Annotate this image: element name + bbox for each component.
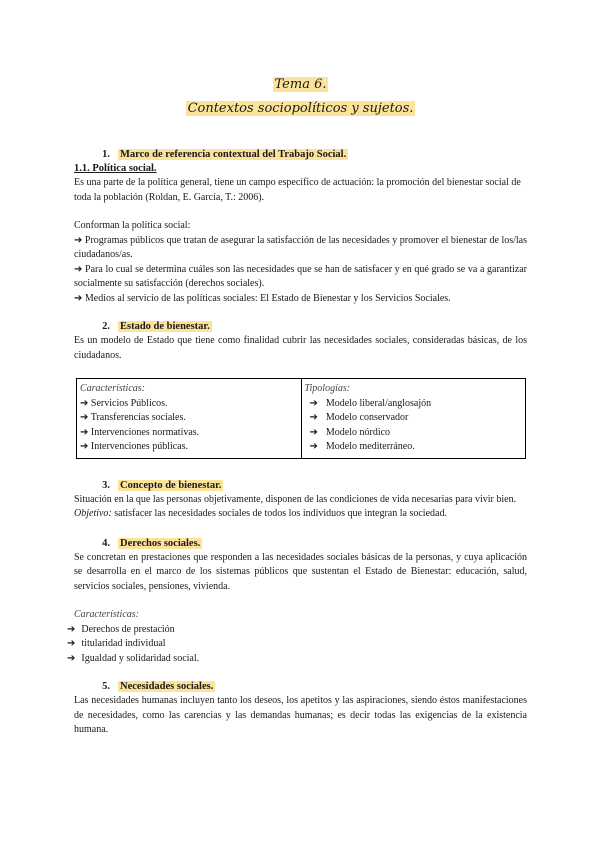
section4-caracteristicas-label: Características: — [74, 609, 139, 620]
doc-title-line2 — [74, 99, 527, 119]
section1-number: 1. — [102, 149, 110, 160]
doc-title-line1 — [74, 75, 527, 95]
tipologia-item — [305, 440, 523, 455]
arrow-icon: ➔ — [67, 623, 76, 635]
section4-item-text: titularidad individual — [81, 638, 166, 649]
tipologia-text: Modelo nórdico — [325, 426, 391, 438]
section1-definition: Es una parte de la política general, tiene un campo específico de actuación: la promoción del bienestar social de toda la población (Roldan, E. García, T.: 2006). — [74, 177, 521, 203]
section5-text: Las necesidades humanas incluyen tanto los deseos, los apetitos y las aspiraciones, siendo éstos manifestaciones de necesidades, como las carencias y las demandas humanas; es decir todas las exigencias de la existencia humana. — [74, 695, 527, 735]
arrow-icon: ➔ — [74, 263, 83, 275]
section1-item — [74, 292, 527, 307]
section1-subheading: 1.1. Política social. — [74, 163, 157, 174]
bienestar-table — [76, 378, 526, 459]
arrow-icon: ➔ — [80, 397, 89, 409]
objetivo-label: Objetivo: — [74, 508, 112, 519]
tipologias-title: Tipologías: — [304, 383, 351, 394]
section1-item-text: Para lo cual se determina cuáles son las necesidades que se han de satisfacer y en qué grado se va a garantizar socialmente su satisfacción (derechos sociales). — [74, 263, 528, 289]
section4-item-text: Derechos de prestación — [81, 623, 175, 635]
section2-title: Estado de bienestar. — [120, 321, 210, 332]
caracteristica-text: Transferencias sociales. — [90, 412, 186, 423]
doc-title-topic: Tema 6. — [274, 77, 327, 92]
caracteristicas-title: Características: — [80, 383, 145, 394]
tipologia-text: Modelo conservador — [325, 412, 409, 423]
section3-text: Situación en la que las personas objetivamente, disponen de las condiciones de vida necesarias para vivir bien. — [74, 493, 517, 505]
section5-heading — [74, 680, 527, 694]
section3-objetivo — [74, 507, 527, 522]
caracteristica-item — [80, 426, 298, 441]
caracteristica-item — [80, 397, 298, 412]
arrow-icon: ➔ — [67, 652, 76, 664]
caracteristicas-cell — [77, 379, 302, 459]
arrow-icon: ➔ — [80, 412, 89, 423]
arrow-icon: ➔ — [74, 292, 83, 304]
section2-number: 2. — [102, 321, 110, 332]
section1-item — [74, 234, 527, 263]
section4-heading — [74, 537, 527, 551]
arrow-icon: ➔ — [309, 397, 318, 409]
section4-number: 4. — [102, 537, 110, 549]
caracteristica-text: Intervenciones normativas. — [90, 426, 200, 438]
section2-text: Es un modelo de Estado que tiene como finalidad cubrir las necesidades sociales, consideradas básicas, de los ciudadanos. — [74, 335, 527, 361]
section5-title: Necesidades sociales. — [120, 681, 214, 692]
tipologia-item — [305, 426, 523, 441]
section4-item — [67, 623, 527, 638]
section4-list — [67, 623, 527, 667]
caracteristica-text: Intervenciones públicas. — [90, 441, 189, 452]
section1-title: Marco de referencia contextual del Trabajo Social. — [120, 149, 347, 160]
section4-item-text: Igualdad y solidaridad social. — [81, 652, 200, 664]
arrow-icon: ➔ — [309, 426, 318, 438]
caracteristica-text: Servicios Públicos. — [90, 397, 168, 409]
arrow-icon: ➔ — [67, 638, 76, 649]
tipologia-item — [305, 411, 523, 426]
arrow-icon: ➔ — [74, 234, 83, 246]
section1-item — [74, 263, 527, 292]
document-page — [67, 0, 528, 738]
objetivo-text: satisfacer las necesidades sociales de todos los individuos que integran la sociedad. — [114, 508, 447, 519]
arrow-icon: ➔ — [309, 412, 318, 423]
section4-item — [67, 637, 527, 652]
section5-number: 5. — [102, 681, 110, 692]
doc-title-subject: Contextos sociopolíticos y sujetos. — [187, 101, 414, 116]
caracteristica-item — [80, 440, 298, 455]
section1-heading — [74, 148, 527, 162]
arrow-icon: ➔ — [309, 441, 318, 452]
section4-title: Derechos sociales. — [120, 537, 201, 549]
section2-heading — [74, 320, 527, 334]
tipologia-text: Modelo liberal/anglosajón — [325, 397, 432, 409]
arrow-icon: ➔ — [80, 441, 89, 452]
section4-item — [67, 652, 527, 667]
section4-text: Se concretan en prestaciones que responden a las necesidades sociales básicas de la personas, y cuya aplicación se desarrolla en el marco de los sistemas públicos que sustentan el Estado de Bienestar: educación, salud, servicios sociales, pensiones, vivienda. — [74, 551, 527, 592]
section3-number: 3. — [102, 479, 110, 491]
tipologias-cell — [301, 379, 526, 459]
section3-heading — [74, 479, 527, 493]
section1-item-text: Medios al servicio de las políticas sociales: El Estado de Bienestar y los Servicios Sociales. — [84, 292, 451, 304]
section3-title: Concepto de bienestar. — [120, 479, 222, 491]
tipologia-text: Modelo mediterráneo. — [325, 441, 415, 452]
section1-conforman-label: Conforman la política social: — [74, 220, 191, 231]
arrow-icon: ➔ — [80, 426, 89, 438]
caracteristica-item — [80, 411, 298, 426]
section1-item-text: Programas públicos que tratan de asegurar la satisfacción de las necesidades y promover el bienestar de los/las ciudadanos/as. — [74, 234, 528, 260]
tipologia-item — [305, 397, 523, 412]
